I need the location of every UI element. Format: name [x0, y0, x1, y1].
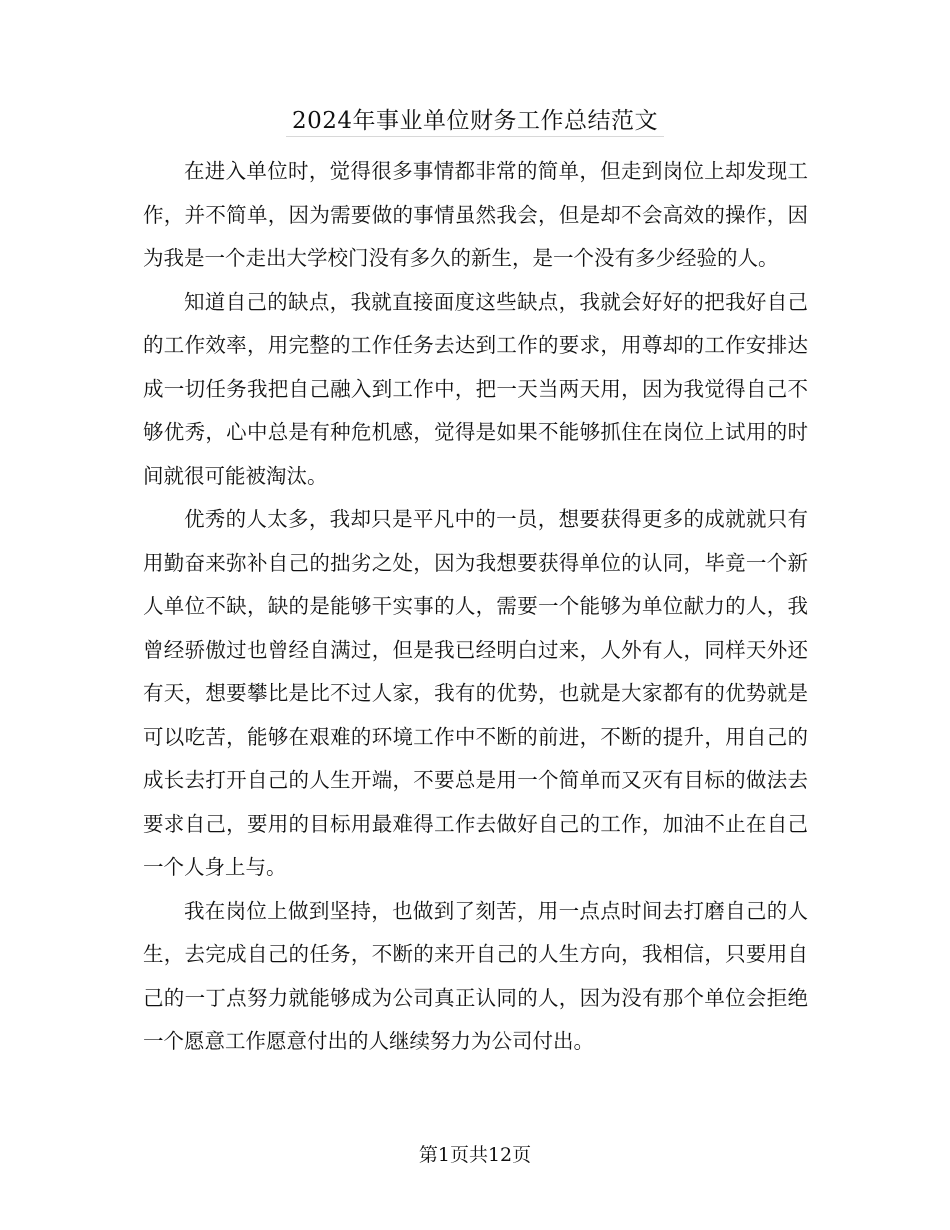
paragraph-1: 在进入单位时，觉得很多事情都非常的简单，但走到岗位上却发现工作，并不简单，因为需要做的事情虽然我会，但是却不会高效的操作，因为我是一个走出大学校门没有多久的新生，是一个没有多少经验的人。 [143, 159, 808, 270]
paragraph-3: 优秀的人太多，我却只是平凡中的一员，想要获得更多的成就就只有用勤奋来弥补自己的拙劣之处，因为我想要获得单位的认同，毕竟一个新人单位不缺，缺的是能够干实事的人，需要一个能够为单位献力的人，我曾经骄傲过也曾经自满过，但是我已经明白过来，人外有人，同样天外还有天，想要攀比是比不过人家，我有的优势，也就是大家都有的优势就是可以吃苦，能够在艰难的环境工作中不断的前进，不断的提升，用自己的成长去打开自己的人生开端，不要总是用一个简单而又灭有目标的做法去要求自己，要用的目标用最难得工作去做好自己的工作，加油不止在自己一个人身上与。 [143, 507, 808, 879]
paragraph-4: 我在岗位上做到坚持，也做到了刻苦，用一点点时间去打磨自己的人生，去完成自己的任务，不断的来开自己的人生方向，我相信，只要用自己的一丁点努力就能够成为公司真正认同的人，因为没有那个单位会拒绝一个愿意工作愿意付出的人继续努力为公司付出。 [143, 898, 808, 1053]
document-body [143, 150, 808, 1064]
document-title [0, 104, 950, 138]
paragraph-2: 知道自己的缺点，我就直接面度这些缺点，我就会好好的把我好自己的工作效率，用完整的工作任务去达到工作的要求，用尊却的工作安排达成一切任务我把自己融入到工作中，把一天当两天用，因为我觉得自己不够优秀，心中总是有种危机感，觉得是如果不能够抓住在岗位上试用的时间就很可能被淘汰。 [143, 289, 808, 488]
page-number-footer: 第1页共12页 [418, 1144, 532, 1166]
document-title-text: 2024年事业单位财务工作总结范文 [286, 108, 664, 137]
